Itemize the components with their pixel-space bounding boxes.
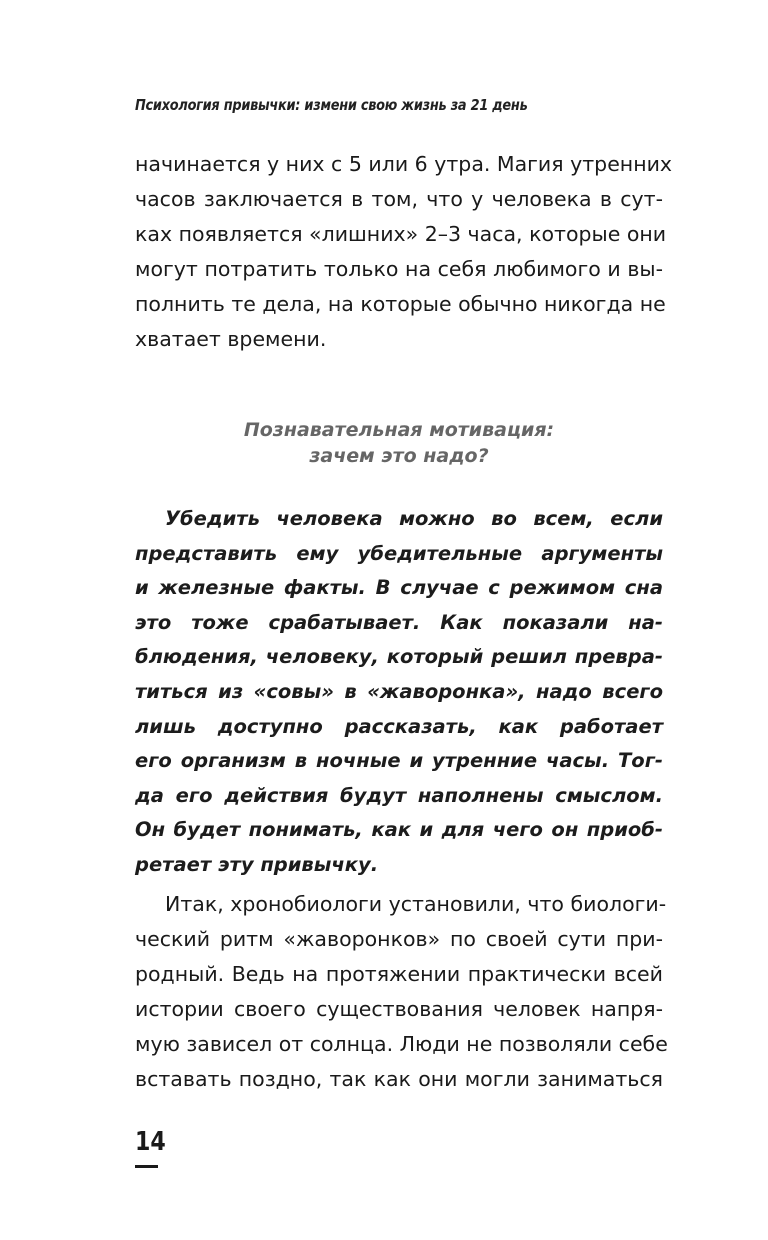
text-line: хватает времени.: [135, 327, 327, 351]
text-line: полнить те дела, на которые обычно никогда не: [135, 292, 666, 316]
section-subheading: [135, 417, 663, 469]
text-line: да его действия будут наполнены смыслом.: [135, 783, 663, 807]
text-line: блюдения, человеку, который решил превра-: [135, 645, 663, 669]
text-line: мую зависел от солнца. Люди не позволяли себе: [135, 1032, 668, 1056]
text-line: истории своего существования человек напря-: [135, 997, 663, 1021]
running-head: Психология привычки: измени свою жизнь за 21 день: [135, 96, 528, 114]
subheading-line: зачем это надо?: [309, 445, 489, 467]
body-paragraph-3: [135, 887, 668, 1097]
text-line: представить ему убедительные аргументы: [135, 541, 663, 565]
text-line: часов заключается в том, что у человека в сут-: [135, 187, 663, 211]
text-line: его организм в ночные и утренние часы. Тог-: [135, 749, 663, 773]
body-paragraph-1: [135, 147, 673, 357]
text-line: начинается у них с 5 или 6 утра. Магия утренних: [135, 152, 673, 176]
text-line: Убедить человека можно во всем, если: [165, 507, 663, 530]
text-line: лишь доступно рассказать, как работает: [135, 714, 663, 738]
page-number-rule: [135, 1165, 158, 1168]
text-line: Итак, хронобиологи установили, что биологи-: [165, 892, 667, 916]
text-line: ческий ритм «жаворонков» по своей сути при-: [135, 927, 663, 951]
page-number: 14: [135, 1127, 166, 1157]
text-line: родный. Ведь на протяжении практически всей: [135, 962, 663, 986]
text-line: это тоже срабатывает. Как показали на-: [135, 610, 663, 634]
text-line: вставать поздно, так как они могли заниматься: [135, 1067, 663, 1091]
text-line: Он будет понимать, как и для чего он приоб-: [135, 818, 663, 842]
text-line: могут потратить только на себя любимого и вы-: [135, 257, 663, 281]
subheading-line: Познавательная мотивация:: [243, 419, 555, 441]
text-line: ретает эту привычку.: [135, 852, 379, 876]
emphasis-paragraph: [135, 502, 663, 883]
text-line: титься из «совы» в «жаворонка», надо всего: [135, 679, 663, 703]
text-line: ках появляется «лишних» 2–3 часа, которые они: [135, 222, 667, 246]
text-line: и железные факты. В случае с режимом сна: [135, 576, 663, 600]
